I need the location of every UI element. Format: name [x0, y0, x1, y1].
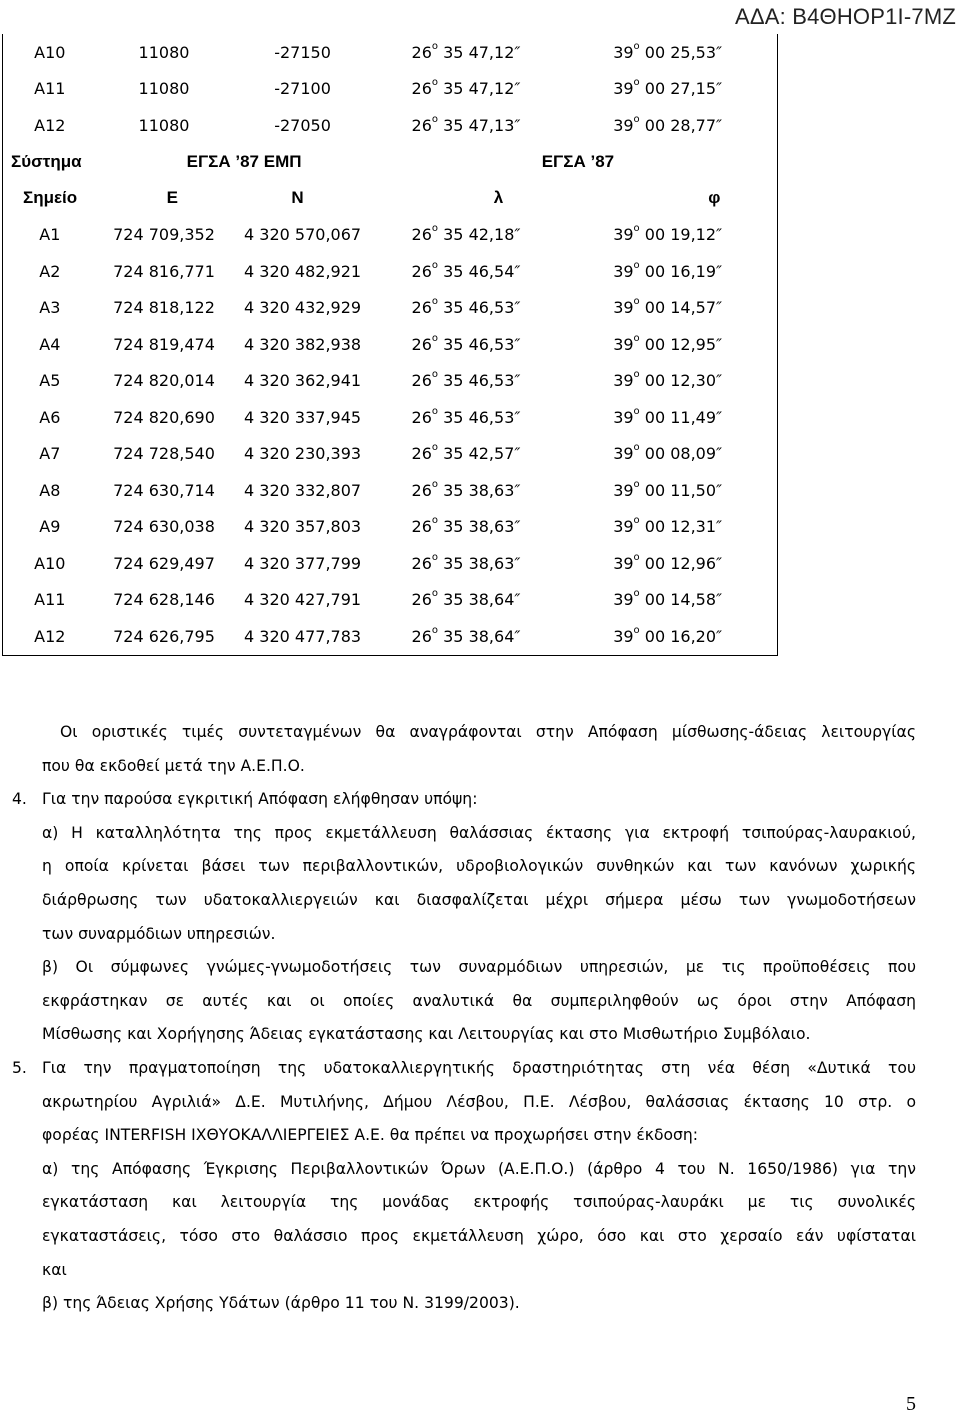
degrees-value: 39	[613, 444, 634, 464]
northing-cell: 4 320 332,807	[244, 480, 362, 500]
latitude-cell	[558, 618, 777, 655]
minutes-seconds-value: 35 46,54	[443, 261, 515, 281]
easting-cell: 724 630,714	[113, 480, 215, 500]
table-row	[3, 326, 778, 363]
degrees-value: 39	[613, 480, 634, 500]
point-id-cell: Α1	[39, 225, 61, 245]
column-header-point: Σημείο	[23, 188, 78, 208]
minutes-seconds-value: 00 25,53	[644, 42, 717, 62]
degree-mark: ο	[633, 259, 640, 271]
seconds-mark: ″	[716, 590, 722, 610]
degrees-value: 39	[613, 334, 634, 354]
degree-mark: ο	[633, 332, 640, 344]
degrees-value: 26	[411, 590, 432, 610]
longitude-cell	[374, 217, 558, 254]
item-text: Για την πραγματοποίηση της υδατοκαλλιεργητικής δραστηριότητας στη νέα θέση «Δυτικά του	[42, 1058, 916, 1077]
seconds-mark: ″	[716, 42, 722, 62]
minutes-seconds-value: 00 27,15	[644, 79, 717, 99]
table-row	[3, 582, 778, 619]
degree-mark: ο	[431, 259, 439, 271]
minutes-seconds-value: 00 19,12	[644, 225, 717, 245]
easting-cell: 11080	[138, 79, 190, 99]
northing-cell: -27150	[274, 42, 331, 62]
point-id-cell: Α4	[39, 334, 61, 354]
item-5a-line: α) της Απόφασης Έγκρισης Περιβαλλοντικών Όρων (Α.Ε.Π.Ο.) (άρθρο 4 του Ν. 1650/1986) για την	[42, 1159, 916, 1178]
degree-mark: ο	[431, 369, 439, 381]
system-header-row	[3, 144, 778, 181]
degree-mark: ο	[431, 515, 439, 527]
latitude-cell	[558, 290, 777, 327]
degrees-value: 26	[411, 444, 432, 464]
minutes-seconds-value: 00 16,19	[644, 261, 717, 281]
latitude-cell	[558, 363, 777, 400]
minutes-seconds-value: 00 14,57	[644, 298, 717, 318]
seconds-mark: ″	[514, 553, 521, 573]
item-5a-line: και	[42, 1260, 67, 1279]
minutes-seconds-value: 00 08,09	[644, 444, 717, 464]
degrees-value: 39	[613, 115, 634, 135]
column-header-lambda: λ	[493, 188, 504, 208]
degrees-value: 39	[613, 298, 634, 318]
degrees-value: 26	[411, 42, 432, 62]
seconds-mark: ″	[716, 626, 722, 646]
northing-cell: 4 320 357,803	[244, 517, 362, 537]
longitude-cell	[374, 34, 558, 71]
northing-cell: 4 320 362,941	[244, 371, 362, 391]
longitude-cell	[374, 436, 558, 473]
degrees-value: 39	[613, 553, 634, 573]
minutes-seconds-value: 00 14,58	[644, 590, 717, 610]
point-id-cell: Α3	[39, 298, 61, 318]
seconds-mark: ″	[514, 42, 521, 62]
degrees-value: 39	[613, 225, 634, 245]
column-header-n: Ν	[291, 188, 304, 208]
table-row	[3, 71, 778, 108]
seconds-mark: ″	[514, 79, 521, 99]
table-row	[3, 34, 778, 71]
item-number: 4.	[12, 790, 27, 809]
easting-cell: 724 628,146	[113, 590, 215, 610]
table-row	[3, 618, 778, 655]
latitude-cell	[558, 509, 777, 546]
degree-mark: ο	[431, 588, 439, 600]
longitude-cell	[374, 472, 558, 509]
degree-mark: ο	[633, 405, 640, 417]
degree-mark: ο	[431, 332, 439, 344]
seconds-mark: ″	[716, 407, 722, 427]
seconds-mark: ″	[716, 480, 722, 500]
minutes-seconds-value: 35 46,53	[443, 371, 515, 391]
table-row	[3, 253, 778, 290]
seconds-mark: ″	[716, 334, 722, 354]
seconds-mark: ″	[514, 298, 521, 318]
seconds-mark: ″	[514, 590, 521, 610]
degree-mark: ο	[633, 515, 640, 527]
degrees-value: 39	[613, 626, 634, 646]
table-row	[3, 545, 778, 582]
easting-cell: 11080	[138, 115, 190, 135]
latitude-cell	[558, 545, 777, 582]
item-5b-line: β) της Άδειας Χρήσης Υδάτων (άρθρο 11 του Ν. 3199/2003).	[42, 1294, 520, 1313]
item-number: 5.	[12, 1058, 27, 1077]
northing-cell: 4 320 382,938	[244, 334, 362, 354]
degrees-value: 39	[613, 79, 634, 99]
column-header-phi: φ	[708, 188, 721, 208]
degrees-value: 39	[613, 517, 634, 537]
longitude-cell	[374, 509, 558, 546]
minutes-seconds-value: 35 46,53	[443, 334, 515, 354]
minutes-seconds-value: 35 42,57	[443, 444, 515, 464]
northing-cell: 4 320 337,945	[244, 407, 362, 427]
system-label: Σύστημα	[11, 151, 82, 171]
minutes-seconds-value: 00 12,96	[644, 553, 717, 573]
seconds-mark: ″	[514, 480, 521, 500]
note-line: που θα εκδοθεί μετά την Α.Ε.Π.Ο.	[42, 756, 305, 775]
degree-mark: ο	[431, 77, 439, 89]
minutes-seconds-value: 35 38,63	[443, 480, 515, 500]
minutes-seconds-value: 00 12,31	[644, 517, 717, 537]
table-row	[3, 107, 778, 144]
table-row	[3, 436, 778, 473]
seconds-mark: ″	[716, 115, 722, 135]
minutes-seconds-value: 35 47,12	[443, 42, 515, 62]
point-id-cell: Α10	[34, 553, 66, 573]
easting-cell: 724 626,795	[113, 626, 215, 646]
longitude-cell	[374, 545, 558, 582]
longitude-cell	[374, 326, 558, 363]
seconds-mark: ″	[514, 225, 521, 245]
seconds-mark: ″	[514, 626, 521, 646]
latitude-cell	[558, 326, 777, 363]
easting-cell: 724 709,352	[113, 225, 215, 245]
table-row	[3, 509, 778, 546]
degree-mark: ο	[633, 478, 640, 490]
northing-cell: -27100	[274, 79, 331, 99]
degree-mark: ο	[431, 405, 439, 417]
degree-mark: ο	[633, 369, 640, 381]
degree-mark: ο	[431, 551, 439, 563]
northing-cell: -27050	[274, 115, 331, 135]
minutes-seconds-value: 35 42,18	[443, 225, 515, 245]
latitude-cell	[558, 582, 777, 619]
item-5-line: ακρωτηρίου Αγριλιά» Δ.Ε. Μυτιλήνης, Δήμου Λέσβου, Π.Ε. Λέσβου, θαλάσσιας έκτασης 10 στρ. ο	[42, 1092, 916, 1111]
degrees-value: 26	[411, 261, 432, 281]
item-4b-line: β) Οι σύμφωνες γνώμες-γνωμοδοτήσεις των συναρμόδιων υπηρεσιών, με τις προϋποθέσεις που	[42, 958, 916, 977]
minutes-seconds-value: 00 11,49	[644, 407, 717, 427]
degree-mark: ο	[431, 40, 439, 52]
longitude-cell	[374, 290, 558, 327]
minutes-seconds-value: 35 38,63	[443, 517, 515, 537]
seconds-mark: ″	[514, 371, 521, 391]
longitude-cell	[374, 71, 558, 108]
degrees-value: 26	[411, 79, 432, 99]
table-row	[3, 363, 778, 400]
seconds-mark: ″	[514, 517, 521, 537]
minutes-seconds-value: 35 38,64	[443, 590, 515, 610]
seconds-mark: ″	[716, 298, 722, 318]
longitude-cell	[374, 582, 558, 619]
degrees-value: 39	[613, 261, 634, 281]
degree-mark: ο	[633, 624, 640, 636]
northing-cell: 4 320 482,921	[244, 261, 362, 281]
degree-mark: ο	[633, 113, 640, 125]
northing-cell: 4 320 570,067	[244, 225, 362, 245]
latitude-cell	[558, 217, 777, 254]
degrees-value: 26	[411, 225, 432, 245]
table-row	[3, 399, 778, 436]
seconds-mark: ″	[716, 553, 722, 573]
latitude-cell	[558, 253, 777, 290]
seconds-mark: ″	[514, 407, 521, 427]
document-body	[12, 716, 916, 1321]
easting-cell: 724 820,690	[113, 407, 215, 427]
degrees-value: 26	[411, 371, 432, 391]
minutes-seconds-value: 35 46,53	[443, 298, 515, 318]
column-header-e: Ε	[166, 188, 178, 208]
degree-mark: ο	[633, 223, 640, 235]
point-id-cell: Α12	[34, 626, 66, 646]
degree-mark: ο	[633, 551, 640, 563]
point-id-cell: Α11	[34, 590, 66, 610]
minutes-seconds-value: 00 28,77	[644, 115, 717, 135]
table-row	[3, 472, 778, 509]
seconds-mark: ″	[716, 517, 722, 537]
item-4b-line: Μίσθωσης και Χορήγησης Άδειας εγκατάστασης και Λειτουργίας και στο Μισθωτήριο Συμβόλαιο.	[42, 1025, 811, 1044]
minutes-seconds-value: 00 11,50	[644, 480, 717, 500]
point-id-cell: Α5	[39, 371, 61, 391]
degree-mark: ο	[633, 77, 640, 89]
item-4a-line: η οποία κρίνεται βάσει των περιβαλλοντικών, υδροβιολογικών συνθηκών και των κανόνων χωρικής	[42, 857, 916, 876]
table-row	[3, 290, 778, 327]
degree-mark: ο	[633, 588, 640, 600]
degrees-value: 39	[613, 407, 634, 427]
system-egsa: ΕΓΣΑ ’87	[541, 151, 615, 171]
minutes-seconds-value: 00 16,20	[644, 626, 717, 646]
seconds-mark: ″	[716, 261, 722, 281]
item-4b-line: εκφράστηκαν σε αυτές και οι οποίες αναλυτικά θα συμπεριληφθούν ως όροι στην Απόφαση	[42, 991, 916, 1010]
degrees-value: 26	[411, 626, 432, 646]
easting-cell: 724 819,474	[113, 334, 215, 354]
easting-cell: 724 728,540	[113, 444, 215, 464]
easting-cell: 11080	[138, 42, 190, 62]
point-id-cell: Α11	[34, 79, 66, 99]
degree-mark: ο	[431, 223, 439, 235]
note-line: Οι οριστικές τιμές συντεταγμένων θα αναγράφονται στην Απόφαση μίσθωσης-άδειας λειτουργίας	[60, 723, 916, 741]
point-id-cell: Α10	[34, 42, 66, 62]
northing-cell: 4 320 477,783	[244, 626, 362, 646]
seconds-mark: ″	[716, 444, 722, 464]
latitude-cell	[558, 34, 777, 71]
point-id-cell: Α12	[34, 115, 66, 135]
easting-cell: 724 820,014	[113, 371, 215, 391]
ada-code: ΑΔΑ: Β4ΘΗΟΡ1Ι-7ΜΖ	[734, 4, 956, 29]
degrees-value: 39	[613, 590, 634, 610]
degrees-value: 39	[613, 42, 634, 62]
easting-cell: 724 630,038	[113, 517, 215, 537]
point-id-cell: Α8	[39, 480, 61, 500]
latitude-cell	[558, 399, 777, 436]
minutes-seconds-value: 35 38,64	[443, 626, 515, 646]
degrees-value: 39	[613, 371, 634, 391]
minutes-seconds-value: 35 46,53	[443, 407, 515, 427]
point-id-cell: Α2	[39, 261, 61, 281]
northing-cell: 4 320 427,791	[244, 590, 362, 610]
easting-cell: 724 629,497	[113, 553, 215, 573]
item-text: Για την παρούσα εγκριτική Απόφαση ελήφθησαν υπόψη:	[42, 790, 478, 809]
page-number: 5	[906, 1393, 916, 1415]
longitude-cell	[374, 399, 558, 436]
minutes-seconds-value: 00 12,30	[644, 371, 717, 391]
seconds-mark: ″	[716, 371, 722, 391]
degree-mark: ο	[431, 478, 439, 490]
seconds-mark: ″	[716, 79, 722, 99]
item-4-heading	[12, 783, 916, 817]
minutes-seconds-value: 00 12,95	[644, 334, 717, 354]
item-5-line: φορέας INTERFISH ΙΧΘΥΟΚΑΛΛΙΕΡΓΕΙΕΣ Α.Ε. θα πρέπει να προχωρήσει στην έκδοση:	[42, 1126, 699, 1145]
longitude-cell	[374, 253, 558, 290]
point-id-cell: Α6	[39, 407, 61, 427]
degree-mark: ο	[431, 624, 439, 636]
longitude-cell	[374, 618, 558, 655]
seconds-mark: ″	[716, 225, 722, 245]
degree-mark: ο	[431, 442, 439, 454]
seconds-mark: ″	[514, 115, 521, 135]
degree-mark: ο	[633, 296, 640, 308]
item-5-heading	[12, 1052, 916, 1086]
latitude-cell	[558, 107, 777, 144]
column-header-row	[3, 180, 778, 217]
item-4a-line: διάρθρωσης των υδατοκαλλιεργειών και διασφαλίζεται μέχρι σήμερα μέσω των γνωμοδοτήσεων	[42, 890, 916, 909]
degree-mark: ο	[633, 40, 640, 52]
point-id-cell: Α7	[39, 444, 61, 464]
degrees-value: 26	[411, 407, 432, 427]
degrees-value: 26	[411, 115, 432, 135]
degrees-value: 26	[411, 553, 432, 573]
degrees-value: 26	[411, 517, 432, 537]
item-5a-line: εγκατάσταση και λειτουργία της μονάδας εκτροφής τσιπούρας-λαυράκι με τις συνολικές	[42, 1193, 916, 1212]
table-row	[3, 217, 778, 254]
seconds-mark: ″	[514, 334, 521, 354]
latitude-cell	[558, 436, 777, 473]
item-4a-line: α) Η καταλληλότητα της προς εκμετάλλευση θαλάσσιας έκτασης για εκτροφή τσιπούρας-λαυρακιού,	[42, 823, 916, 842]
item-5a-line: εγκαταστάσεις, τόσο στο θαλάσσιο προς εκμετάλλευση χώρο, όσο και στο χερσαίο εάν υφίσταται	[42, 1226, 916, 1245]
item-4a-line: των συναρμόδιων υπηρεσιών.	[42, 924, 276, 943]
seconds-mark: ″	[514, 261, 521, 281]
coordinates-table	[2, 34, 778, 656]
point-id-cell: Α9	[39, 517, 61, 537]
degrees-value: 26	[411, 298, 432, 318]
northing-cell: 4 320 230,393	[244, 444, 362, 464]
minutes-seconds-value: 35 38,63	[443, 553, 515, 573]
longitude-cell	[374, 107, 558, 144]
northing-cell: 4 320 432,929	[244, 298, 362, 318]
degrees-value: 26	[411, 334, 432, 354]
degree-mark: ο	[431, 296, 439, 308]
easting-cell: 724 818,122	[113, 298, 215, 318]
seconds-mark: ″	[514, 444, 521, 464]
degree-mark: ο	[431, 113, 439, 125]
latitude-cell	[558, 472, 777, 509]
minutes-seconds-value: 35 47,12	[443, 79, 515, 99]
latitude-cell	[558, 71, 777, 108]
northing-cell: 4 320 377,799	[244, 553, 362, 573]
system-egsa-emp: ΕΓΣΑ ’87 ΕΜΠ	[186, 151, 302, 171]
minutes-seconds-value: 35 47,13	[443, 115, 515, 135]
easting-cell: 724 816,771	[113, 261, 215, 281]
degree-mark: ο	[633, 442, 640, 454]
degrees-value: 26	[411, 480, 432, 500]
longitude-cell	[374, 363, 558, 400]
